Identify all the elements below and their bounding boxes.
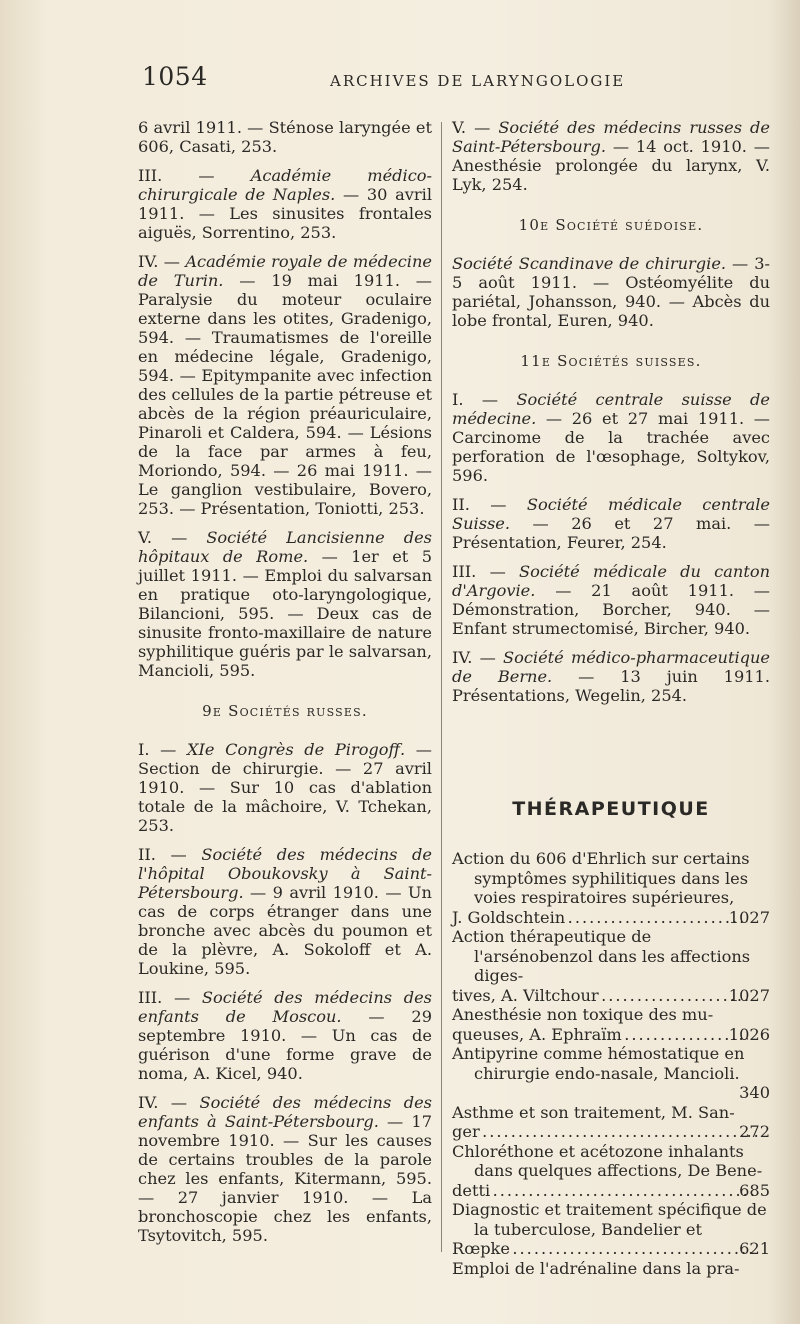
entry-text: — 1er et 5 juillet 1911. — Emploi du salvarsan en pratique oto-laryngologique, Bilancioni, 595. — Deux cas de sinusite fronto-maxillaire de nature syphilitique guéris par le salvarsan, Mancioli, 595.: [138, 547, 432, 680]
society-entry: [138, 118, 432, 156]
society-name: Société centrale suisse de médecine.: [452, 390, 770, 428]
index-entry-text: Anesthésie non toxique des mu-: [452, 1005, 714, 1024]
entry-prefix: IV. —: [138, 1093, 200, 1112]
page-header: [130, 62, 770, 92]
index-entry-text: Diagnostic et traitement spécifique de la tuberculose, Bandelier et: [452, 1200, 767, 1239]
entry-prefix: II. —: [138, 845, 202, 864]
society-entry: [138, 740, 432, 835]
index-page-number: 1027: [728, 907, 770, 927]
society-entry: [138, 845, 432, 978]
society-name: Société médicale du canton d'Argovie.: [452, 562, 770, 600]
leader-dots: [568, 908, 748, 928]
leader-dots: [602, 986, 748, 1006]
entry-prefix: III. —: [138, 988, 202, 1007]
society-name: Société médico-pharmaceutique de Berne.: [452, 648, 770, 686]
index-page-number: 621: [739, 1239, 770, 1258]
section-heading-swiss: 11e Sociétés suisses.: [520, 352, 702, 370]
therapeutique-heading: THÉRAPEUTIQUE: [512, 798, 710, 820]
index-page-number: 340: [739, 1083, 770, 1102]
right-entries-swedish: [452, 254, 770, 330]
section-heading-russian: 9e Sociétés russes.: [202, 702, 368, 720]
society-name: Académie médico-chirurgicale de Naples.: [138, 166, 432, 204]
index-page-number: 272: [739, 1122, 770, 1141]
entry-prefix: I. —: [138, 740, 187, 759]
index-entry: [452, 1142, 770, 1201]
column-divider: [441, 122, 442, 1252]
index-entry-text: Chloréthone et acétozone inhalants dans quelques affections, De Bene-: [452, 1141, 763, 1180]
entry-text: — 13 juin 1911. Présentations, Wegelin, 254.: [452, 667, 770, 705]
society-name: XIe Congrès de Pirogoff.: [187, 740, 406, 759]
entry-text: — 9 avril 1910. — Un cas de corps étranger dans une bronche avec abcès du poumon et de la plèvre, A. Sokoloff et A. Loukine, 595.: [138, 883, 432, 978]
index-entry-text: Emploi de l'adrénaline dans la pra-: [452, 1258, 740, 1278]
index-entry-tail: tives, A. Viltchour: [452, 985, 599, 1005]
index-entry: [452, 1200, 770, 1259]
right-entries: [452, 118, 770, 194]
left-entries-russian: [138, 740, 432, 1245]
therapeutique-index: [452, 849, 770, 1278]
leader-dots: [513, 1239, 758, 1259]
society-name: Société des médecins russes de Saint-Pétersbourg.: [452, 118, 770, 156]
society-entry: [452, 648, 770, 705]
society-entry: [138, 528, 432, 680]
society-entry: [452, 118, 770, 194]
society-name: Société des médecins des enfants de Moscou.: [138, 988, 432, 1026]
index-leader-line: [452, 1239, 770, 1259]
index-entry-tail: detti: [452, 1180, 491, 1200]
right-column: [452, 118, 770, 1278]
index-entry: [452, 1259, 770, 1279]
society-name: Société des médecins de l'hôpital Oboukovsky à Saint-Pétersbourg.: [138, 845, 432, 902]
society-entry: [452, 562, 770, 638]
leader-dots: [483, 1122, 758, 1142]
society-entry: [138, 988, 432, 1083]
index-entry-text: Action thérapeutique de l'arsénobenzol dans les affections diges-: [452, 927, 751, 985]
index-entry-tail: queuses, A. Ephraïm: [452, 1024, 622, 1044]
society-entry: [138, 252, 432, 518]
society-entry: [138, 166, 432, 242]
entry-text: — 26 et 27 mai 1911. — Carcinome de la trachée avec perforation de l'œsophage, Soltykov, 596.: [452, 409, 770, 485]
index-entry: [452, 1005, 770, 1044]
society-entry: [452, 254, 770, 330]
index-entry-tail: Rœpke: [452, 1239, 510, 1258]
society-entry: [138, 1093, 432, 1245]
entry-text: — 30 avril 1911. — Les sinusites frontales aiguës, Sorrentino, 253.: [138, 185, 432, 242]
entry-prefix: V. —: [452, 118, 499, 137]
index-leader-line: [452, 1122, 770, 1142]
index-entry-text: Asthme et son traitement, M. San-: [452, 1102, 735, 1122]
left-column: [138, 118, 432, 1245]
index-entry-text: Antipyrine comme hémostatique en chirurgie endo-nasale, Mancioli.: [452, 1044, 745, 1083]
entry-text: — 21 août 1911. — Démonstration, Borcher, 940. — Enfant strumectomisé, Bircher, 940.: [452, 581, 770, 638]
index-entry-tail: ger: [452, 1122, 480, 1141]
index-entry-tail: J. Goldschtein: [452, 907, 566, 927]
society-name: Société des médecins des enfants à Saint-Pétersbourg.: [138, 1093, 432, 1131]
index-entry: [452, 927, 770, 1005]
society-entry: [452, 495, 770, 552]
left-entries: [138, 118, 432, 680]
entry-prefix: V. —: [138, 528, 207, 547]
entry-text: — 26 et 27 mai. — Présentation, Feurer, 254.: [452, 514, 770, 552]
entry-text: — 3-5 août 1911. — Ostéomyélite du pariétal, Johansson, 940. — Abcès du lobe frontal, Euren, 940.: [452, 254, 770, 330]
leader-dots: [493, 1181, 758, 1201]
entry-prefix: IV. —: [138, 252, 186, 271]
index-leader-line: [452, 1024, 770, 1045]
society-name: Société médicale centrale Suisse.: [452, 495, 770, 533]
society-name: Société Lancisienne des hôpitaux de Rome.: [138, 528, 432, 566]
entry-text: — Section de chirurgie. — 27 avril 1910. — Sur 10 cas d'ablation totale de la mâchoire, V. Tchekan, 253.: [138, 740, 432, 835]
index-page-number: 685: [739, 1180, 770, 1200]
entry-prefix: III. —: [452, 562, 519, 581]
entry-prefix: III. —: [138, 166, 251, 185]
entry-text: — 19 mai 1911. — Paralysie du moteur oculaire externe dans les otites, Gradenigo, 594. — Traumatismes de l'oreille en médecine légale, Gradenigo, 594. — Epitympanite avec infection des cellules de la partie pétreuse et abcès de la région préauriculaire, Pinaroli et Caldera, 594. — Lésions de la face par armes à feu, Moriondo, 594. — 26 mai 1911. — Le ganglion vestibulaire, Bovero, 253. — Présentation, Toniotti, 253.: [138, 271, 432, 518]
index-leader-line: [452, 907, 770, 928]
index-leader-line: [452, 1180, 770, 1201]
entry-text: — 29 septembre 1910. — Un cas de guérison d'une forme grave de noma, A. Kicel, 940.: [138, 1007, 432, 1083]
index-entry-text: Action du 606 d'Ehrlich sur certains symptômes syphilitiques dans les voies respiratoires supérieures,: [452, 849, 750, 907]
index-entry: [452, 1103, 770, 1142]
index-entry: [452, 1044, 770, 1103]
index-leader-line: [452, 985, 770, 1006]
right-entries-swiss: [452, 390, 770, 705]
index-entry: [452, 849, 770, 927]
section-heading-swedish: 10e Société suédoise.: [518, 216, 704, 234]
entry-text: — 14 oct. 1910. — Anesthésie prolongée du larynx, V. Lyk, 254.: [452, 137, 770, 194]
index-page-number: 1026: [728, 1024, 770, 1044]
society-entry: [452, 390, 770, 485]
entry-prefix: IV. —: [452, 648, 503, 667]
society-name: Société Scandinave de chirurgie.: [452, 254, 727, 273]
index-page-number: 1027: [728, 985, 770, 1005]
entry-text: — 17 novembre 1910. — Sur les causes de certains troubles de la parole chez les enfants, Kitermann, 595. — 27 janvier 1910. — La bronchoscopie chez les enfants, Tsytovitch, 595.: [138, 1112, 432, 1245]
entry-text: 6 avril 1911. — Sténose laryngée et 606, Casati, 253.: [138, 118, 432, 156]
entry-prefix: II. —: [452, 495, 527, 514]
entry-prefix: I. —: [452, 390, 517, 409]
running-head: ARCHIVES DE LARYNGOLOGIE: [330, 72, 626, 90]
page-number: 1054: [142, 62, 208, 91]
society-name: Académie royale de médecine de Turin.: [138, 252, 432, 290]
